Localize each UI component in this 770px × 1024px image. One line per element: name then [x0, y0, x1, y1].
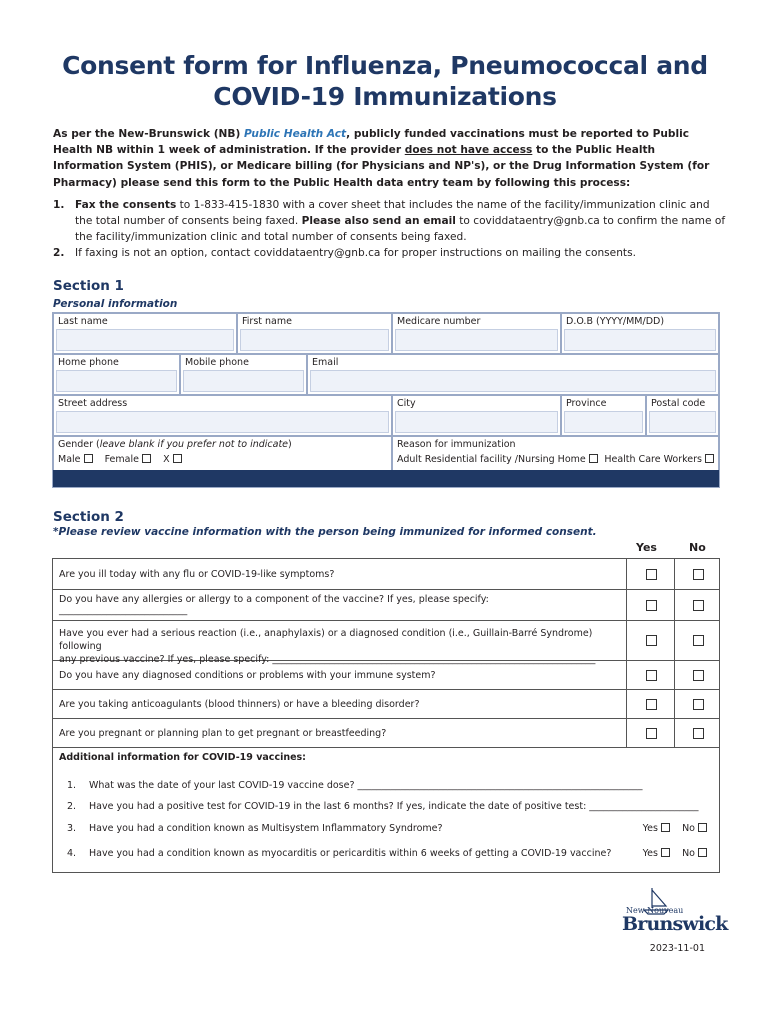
q2-no-checkbox[interactable]: [693, 600, 704, 611]
q3-no-checkbox[interactable]: [693, 635, 704, 646]
question-row: Are you pregnant or planning plan to get pregnant or breastfeeding?: [53, 719, 719, 748]
a4-yes-checkbox[interactable]: [661, 848, 670, 857]
q5-no-checkbox[interactable]: [693, 699, 704, 710]
gender-female-label: Female: [104, 454, 139, 465]
gender-field: Gender (leave blank if you prefer not to indicate) Male Female X: [53, 436, 392, 471]
intro-paragraph: As per the New-Brunswick (NB) Public Health Act, publicly funded vaccinations must be reported to Public Health NB within 1 week of administration. If the provider does not have access to the Public Health Information System (PHIS), or Medicare billing (for Physicians and NP's), or the Drug Information System (for Pharmacy) please send this form to the Public Health data entry team by following this process:: [53, 128, 710, 189]
gender-male-checkbox[interactable]: [84, 454, 93, 463]
postal-code-field[interactable]: Postal code: [646, 395, 719, 436]
form-date: 2023-11-01: [649, 943, 705, 954]
reason-field: Reason for immunization Adult Residential facility /Nursing Home Health Care Workers: [392, 436, 719, 471]
section-1-heading: Section 1: [53, 278, 124, 294]
title-line-1: Consent form for Influenza, Pneumococcal and: [62, 51, 708, 80]
street-address-field[interactable]: Street address: [53, 395, 392, 436]
section-2-subheading: *Please review vaccine information with the person being immunized for informed consent.: [53, 526, 597, 538]
public-health-act-link: Public Health Act: [244, 128, 347, 140]
logo-small-text: New Nouveau: [626, 906, 684, 915]
q3-yes-checkbox[interactable]: [646, 635, 657, 646]
screening-questions-table: [52, 558, 720, 873]
reason-adult-label: Adult Residential facility /Nursing Home: [397, 454, 586, 465]
reason-hcw-label: Health Care Workers: [604, 454, 702, 465]
section-1-subheading: Personal information: [53, 298, 178, 310]
covid-additional-info: Additional information for COVID-19 vaccines: 1. What was the date of your last COVID-19 vaccine dose? ____________________________________________________________ 2. Have you had a positive test for COVID-19 in the last 6 months? If yes, indicate the date of positive test: _______________________ 3. Have you had a condition known as Multisystem Inflammatory Syndrome? Yes No 4. Have you had a condition known as myocarditis or pericarditis within 6 weeks of getting a COVID-19 vaccine? Yes No: [53, 748, 719, 872]
q1-yes-checkbox[interactable]: [646, 569, 657, 580]
form-title: [40, 50, 730, 112]
dob-field[interactable]: D.O.B (YYYY/MM/DD): [561, 313, 719, 354]
logo-brunswick-text: Brunswick: [622, 913, 728, 935]
home-phone-field[interactable]: Home phone: [53, 354, 180, 395]
last-name-field[interactable]: Last name: [53, 313, 237, 354]
section-2-heading: Section 2: [53, 509, 124, 525]
gender-male-label: Male: [58, 454, 81, 465]
city-field[interactable]: City: [392, 395, 561, 436]
a4-no-checkbox[interactable]: [698, 848, 707, 857]
step-2: 2. If faxing is not an option, contact coviddataentry@gnb.ca for proper instructions on mailing the consents.: [53, 247, 636, 259]
question-row: Have you ever had a serious reaction (i.e., anaphylaxis) or a diagnosed condition (i.e., Guillain-Barré Syndrome) following any previous vaccine? If yes, please specify: ____________________________________________________________________: [53, 621, 719, 661]
q4-yes-checkbox[interactable]: [646, 670, 657, 681]
question-row: Are you ill today with any flu or COVID-19-like symptoms?: [53, 559, 719, 590]
question-row: Are you taking anticoagulants (blood thinners) or have a bleeding disorder?: [53, 690, 719, 719]
q6-no-checkbox[interactable]: [693, 728, 704, 739]
q4-no-checkbox[interactable]: [693, 670, 704, 681]
gender-x-label: X: [163, 454, 170, 465]
question-row: Do you have any diagnosed conditions or problems with your immune system?: [53, 661, 719, 690]
mobile-phone-field[interactable]: Mobile phone: [180, 354, 307, 395]
a3-yes-checkbox[interactable]: [661, 823, 670, 832]
reason-hcw-checkbox[interactable]: [705, 454, 714, 463]
q2-yes-checkbox[interactable]: [646, 600, 657, 611]
first-name-field[interactable]: First name: [237, 313, 392, 354]
section-1-footer-band: [53, 470, 719, 487]
personal-info-grid: [52, 312, 720, 488]
step-1: 1. Fax the consents to 1-833-415-1830 with a cover sheet that includes the name of the facility/immunization clinic and the total number of consents being faxed. Please also send an email to coviddataentry@gnb.ca to confirm the name of the facility/immunization clinic and total number of consents being faxed.: [53, 199, 726, 243]
gender-female-checkbox[interactable]: [142, 454, 151, 463]
process-steps: [53, 197, 728, 261]
q5-yes-checkbox[interactable]: [646, 699, 657, 710]
province-field[interactable]: Province: [561, 395, 646, 436]
medicare-field[interactable]: Medicare number: [392, 313, 561, 354]
yes-column-header: Yes: [636, 541, 657, 554]
q6-yes-checkbox[interactable]: [646, 728, 657, 739]
q1-no-checkbox[interactable]: [693, 569, 704, 580]
title-line-2: COVID-19 Immunizations: [213, 82, 557, 111]
email-field[interactable]: Email: [307, 354, 719, 395]
gender-x-checkbox[interactable]: [173, 454, 182, 463]
new-brunswick-logo: [622, 886, 728, 935]
no-column-header: No: [689, 541, 706, 554]
a3-no-checkbox[interactable]: [698, 823, 707, 832]
question-row: Do you have any allergies or allergy to a component of the vaccine? If yes, please specify: ___________________________: [53, 590, 719, 621]
reason-adult-checkbox[interactable]: [589, 454, 598, 463]
